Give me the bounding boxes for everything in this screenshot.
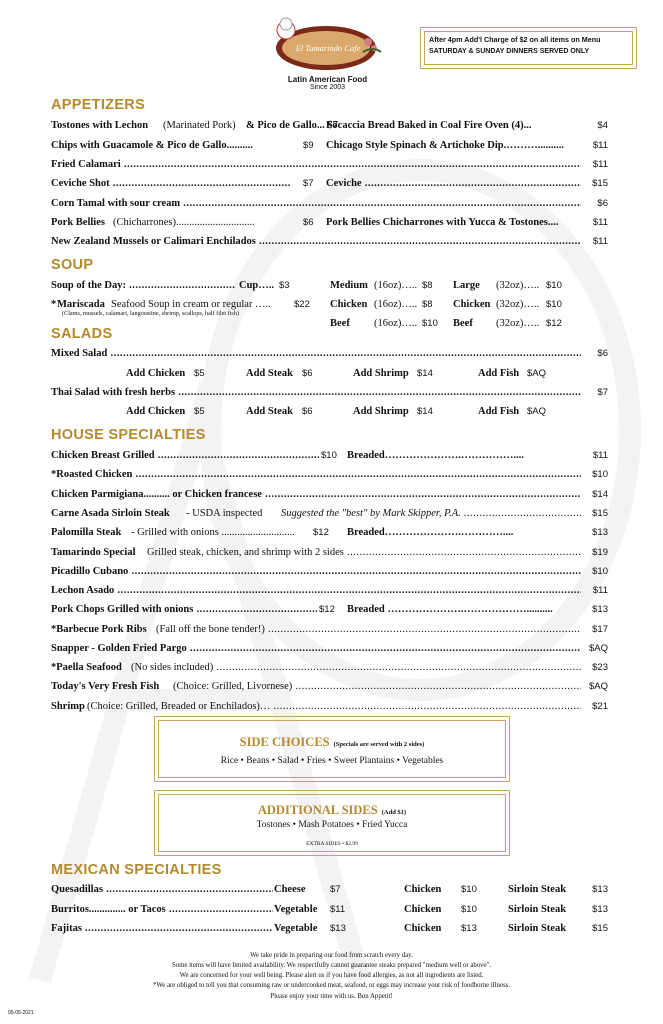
notice-box: [420, 27, 637, 69]
list-item: Snapper - Golden Fried Pargo ..... $AQ: [51, 641, 608, 657]
footer-line-4: *We are obliged to tell you that consuming raw or undercooked meat, seafood, or eggs may increase your risk of foodborne illness.: [153, 982, 510, 989]
print-code: 05-05-2021: [8, 1010, 34, 1016]
list-item: Burritos.............. or Tacos ..... Vegetable $11 Chicken $10 Sirloin Steak $13: [51, 902, 608, 918]
side-choices-title: SIDE CHOICES: [239, 735, 330, 749]
mariscada-note: (Clams, mussels, calamari, langoustine, shrimp, scallops, half filet fish): [62, 310, 239, 317]
list-item: Mixed Salad ..... $6: [51, 346, 608, 362]
notice-line1: After 4pm Add'l Charge of $2 on all items on Menu: [429, 35, 601, 44]
list-item: Soup of the Day: ..... Cup….. $3 Medium (16oz)….. $8 Large (32oz)….. $10: [51, 278, 608, 294]
additional-sides-title: ADDITIONAL SIDES: [257, 803, 378, 817]
logo-text: El Tamarindo Cafe: [295, 43, 361, 53]
mexican-heading: MEXICAN SPECIALTIES: [51, 862, 222, 878]
list-item: New Zealand Mussels or Calimari Enchilados ..... $11: [51, 234, 608, 250]
list-item: Chicken Breast Grilled ..... $10 Breaded………………….…………….... $11: [51, 448, 608, 464]
footer-line-2: Some items will have limited availability. We respectfully cannot guarantee steaks prepared "medium well or above".: [171, 962, 492, 969]
list-item: Tostones with Lechon (Marinated Pork) & Pico de Gallo... $7 Focaccia Bread Baked in Coal Fire Oven (4)... $4: [51, 120, 608, 131]
extra-sides: EXTRA SIDES • $2.99: [306, 841, 358, 847]
notice-line2: SATURDAY & SUNDAY DINNERS SERVED ONLY: [429, 48, 590, 55]
list-item: Pork Chops Grilled with onions ..... $12 Breaded ………………….……………….......... $13: [51, 602, 608, 618]
subtitle: Latin American Food: [287, 75, 368, 84]
since: Since 2003: [309, 84, 346, 91]
house-heading: HOUSE SPECIALTIES: [51, 427, 206, 443]
additional-sides-items: Tostones • Mash Potatoes • Fried Yucca: [256, 820, 408, 830]
list-item: Beef (16oz)….. $10 Beef (32oz)….. $12: [330, 318, 562, 329]
additional-sides-box: [154, 790, 510, 856]
list-item: Picadillo Cubano ..... $10: [51, 564, 608, 580]
list-item: Corn Tamal with sour cream ..... $6: [51, 196, 608, 212]
list-item: Today's Very Fresh Fish (Choice: Grilled, Livornese) ..... $AQ: [51, 679, 608, 695]
list-item: Thai Salad with fresh herbs ..... $7: [51, 385, 608, 401]
list-item: Shrimp (Choice: Grilled, Breaded or Enchilados)… ..... $21: [51, 699, 608, 715]
list-item: Pork Bellies (Chicharrones).............................. $6 Pork Bellies Chicharrones with Yucca & Tostones.... $11: [51, 217, 608, 228]
salads-heading: SALADS: [51, 326, 113, 342]
list-item: *Barbecue Pork Ribs (Fall off the bone tender!) ..... $17: [51, 622, 608, 638]
footer-line-3: We are concerned for your well being. Please alert us if you have food allergies, as not all ingredients are listed.: [179, 972, 484, 979]
list-item: * Mariscada Seafood Soup in cream or regular ….. $22 Chicken (16oz)….. $8 Chicken (32oz)….. $10: [51, 299, 562, 310]
list-item: Carne Asada Sirloin Steak - USDA inspected Suggested the "best" by Mark Skipper, P.A. ..... $15: [51, 506, 608, 522]
side-choices-box: [154, 716, 510, 782]
list-item: Quesadillas ..... Cheese $7 Chicken $10 Sirloin Steak $13: [51, 882, 608, 898]
list-item: Lechon Asado ..... $11: [51, 583, 608, 599]
list-item: Tamarindo Special Grilled steak, chicken, and shrimp with 2 sides ..... $19: [51, 545, 608, 561]
soup-heading: SOUP: [51, 257, 94, 273]
list-item: Add Chicken $5 Add Steak $6 Add Shrimp $14 Add Fish $AQ: [126, 368, 547, 379]
logo: [268, 12, 386, 74]
list-item: Fried Calamari ..... $11: [51, 157, 608, 173]
list-item: Add Chicken $5 Add Steak $6 Add Shrimp $14 Add Fish $AQ: [126, 406, 547, 417]
side-choices-items: Rice • Beans • Salad • Fries • Sweet Plantains • Vegetables: [220, 756, 444, 766]
list-item: *Paella Seafood (No sides included) ..... $23: [51, 660, 608, 676]
list-item: Chips with Guacamole & Pico de Gallo.......... $9 Chicago Style Spinach & Artichoke Dip.……….......... $11: [51, 140, 608, 151]
footer-line-5: Please enjoy your time with us. Bon Appetit!: [270, 993, 393, 1000]
footer-line-1: We take pride in preparing our food from scratch every day.: [250, 952, 413, 959]
list-item: Ceviche Shot ..... $7 Ceviche ..... $15: [51, 176, 608, 192]
list-item: Palomilla Steak - Grilled with onions ............................ $12 Breaded………………….………….... $13: [51, 527, 608, 538]
list-item: Fajitas ..... Vegetable $13 Chicken $13 Sirloin Steak $15: [51, 921, 608, 937]
side-choices-note: (Specials are served with 2 sides): [333, 741, 425, 748]
appetizers-heading: APPETIZERS: [51, 97, 146, 113]
additional-sides-note: (Add $1): [381, 809, 407, 816]
list-item: Chicken Parmigiana.......... or Chicken francese ..... $14: [51, 487, 608, 503]
list-item: *Roasted Chicken ..... $10: [51, 467, 608, 483]
